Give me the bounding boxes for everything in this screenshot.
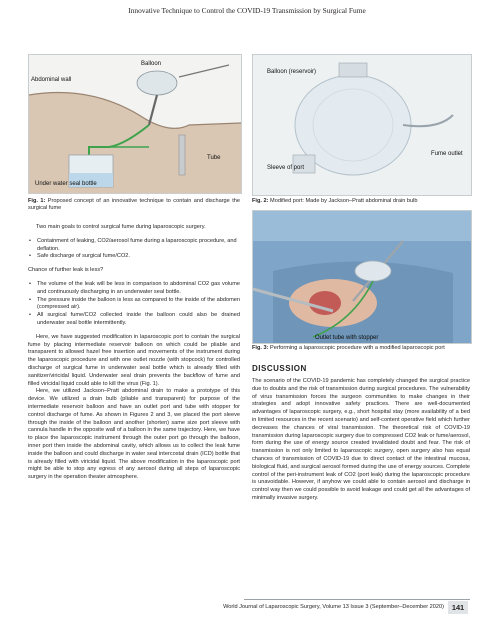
figure-2-illustration bbox=[253, 55, 471, 195]
figure-1-caption bbox=[28, 198, 240, 212]
reason-item: • The pressure inside the balloon is less as compared to the inside of the abdomen (compressed air). bbox=[28, 297, 240, 313]
reason-item: • The volume of the leak will be less in comparison to abdominal CO2 gas volume and continuously discharging in an underwater seal bottle. bbox=[28, 281, 240, 297]
footer-rule bbox=[244, 599, 470, 600]
fig3-label-outlet-tube: Outlet tube with stopper bbox=[315, 335, 379, 341]
figure-1 bbox=[28, 54, 242, 194]
fig1-label-under-water-seal-bottle: Under water seal bottle bbox=[35, 181, 97, 187]
goals-list bbox=[28, 238, 240, 261]
left-paragraph-2: Here, we utilized Jackson–Pratt abdominal drain to make a prototype of this device. We utilized a drain bulb (pliable and transparent) for purpose of the intermediate reservoir balloon and have an outlet port and tube with stopper for control discharge of fume. As shown in Figures 2 and 3, we placed the port sleeve through the inside of the balloon and another (shorten) same size port sleeve with cannula handle in the opposite wall of a balloon in the same trajectory. Here, we have to place the laparoscopic instrument through the outer port go through the balloon, inner port then inside the abdominal cavity, which allows us to collect the leak fume inside the balloon and could discharge in water seal intercostal drain (ICD) bottle that is already filled with viricidal liquid. The above modification in the laparoscopic port might be able to stop any egress of any aerosol during all steps of laparoscopic surgery in the operation theater atmosphere. bbox=[28, 388, 240, 481]
discussion-paragraph: The scenario of the COVID-19 pandemic has completely changed the surgical practice due to doubts and the risk of transmission during surgical procedures. The vulnerability of virus transmission forces the surgeon communities to make changes in their strategies and adopt innovative safety practices. There are well-documented advantages of laparoscopic surgery, e.g., short hospital stay (more availability of a bed in limited resources in the recent scenario) and self-content operative field which further decreases the chances of viral transmission. The theoretical risk of COVID-19 transmission during laparoscopic surgery due to compressed CO2 leak or fume/aerosol, form during the use of energy source created invalidated doubt and fear. The risk of transmission is not only limited to laparoscopic surgery, open surgery also has equal chances of transmission of COVID-19 due to direct contact of the intestinal mucosa, biological fluid, and surgical aerosol formed during the use of energy sources. Complete control of the peri-instrument leak of CO2 (port leak) during the laparoscopic procedure is unavoidable. However, if anyhow we could able to contain aerosol and discharge in control way then we could possible to avoid leakage and could get all the advantages of minimally invasive surgery. bbox=[252, 378, 470, 501]
running-head: Innovative Technique to Control the COVID-19 Transmission by Surgical Fume bbox=[128, 6, 366, 15]
figure-3-illustration bbox=[253, 211, 471, 343]
left-intro: Two main goals to control surgical fume during laparoscopic surgery. bbox=[36, 224, 206, 230]
goal-item: • Containment of leaking, CO2/aerosol fume during a laparoscopic procedure, and deflation. bbox=[28, 238, 240, 254]
figure-2 bbox=[252, 54, 472, 196]
footer-journal: World Journal of Laparoscopic Surgery, Volume 13 Issue 3 (September–December 2020) bbox=[223, 604, 444, 610]
fig2-label-sleeve-of-port: Sleeve of port bbox=[267, 165, 305, 171]
reason-item: • All surgical fume/CO2 collected inside the balloon could also be drained underwater seal bottle intermittently. bbox=[28, 312, 240, 328]
fig1-label-balloon: Balloon bbox=[141, 61, 162, 67]
figure-2-caption-text: Modified port: Made by Jackson–Pratt abdominal drain bulb bbox=[270, 198, 418, 204]
discussion-heading: DISCUSSION bbox=[252, 364, 307, 373]
fig2-label-balloon-reservoir: Balloon (reservoir) bbox=[267, 69, 317, 75]
left-question: Chance of further leak is less? bbox=[28, 267, 104, 274]
fig1-label-tube: Tube bbox=[207, 155, 221, 161]
page-number: 141 bbox=[448, 601, 468, 614]
left-paragraph-1: Here, we have suggested modification in laparoscopic port to contain the surgical fume by placing intermediate reservoir balloon on which could be pliable and transparent to allowed hazel free insertion and movements of the instrument during the laparoscopic procedure and with one outlet nozzle (with stopcock) for controlled discharge of surgical fume in underwater seal bottle which is already filled with sanitizer/viricidal liquid. Underwater seal drain prevents the backflow of fume and filled viricidal liquid could able to kill the virus (Fig. 1). bbox=[28, 333, 240, 387]
figure-3 bbox=[252, 210, 472, 344]
figure-3-caption-label: Fig. 3: bbox=[252, 345, 269, 351]
left-column bbox=[28, 224, 240, 482]
figure-3-caption-text: Performing a laparoscopic procedure with a modified laparoscopic port bbox=[270, 345, 445, 351]
fig1-label-abdominal-wall: Abdominal wall bbox=[31, 77, 72, 83]
figure-1-illustration bbox=[29, 55, 241, 193]
reasons-list bbox=[28, 281, 240, 328]
fig2-label-fume-outlet: Fume outlet bbox=[431, 151, 463, 157]
figure-3-caption bbox=[252, 345, 470, 352]
goal-item: • Safe discharge of surgical fume/CO2. bbox=[28, 253, 240, 261]
figure-1-caption-text: Proposed concept of an innovative technique to contain and discharge the surgical fume bbox=[28, 198, 240, 212]
figure-2-caption bbox=[252, 198, 470, 205]
figure-2-caption-label: Fig. 2: bbox=[252, 198, 269, 204]
figure-1-caption-label: Fig. 1: bbox=[28, 198, 46, 204]
